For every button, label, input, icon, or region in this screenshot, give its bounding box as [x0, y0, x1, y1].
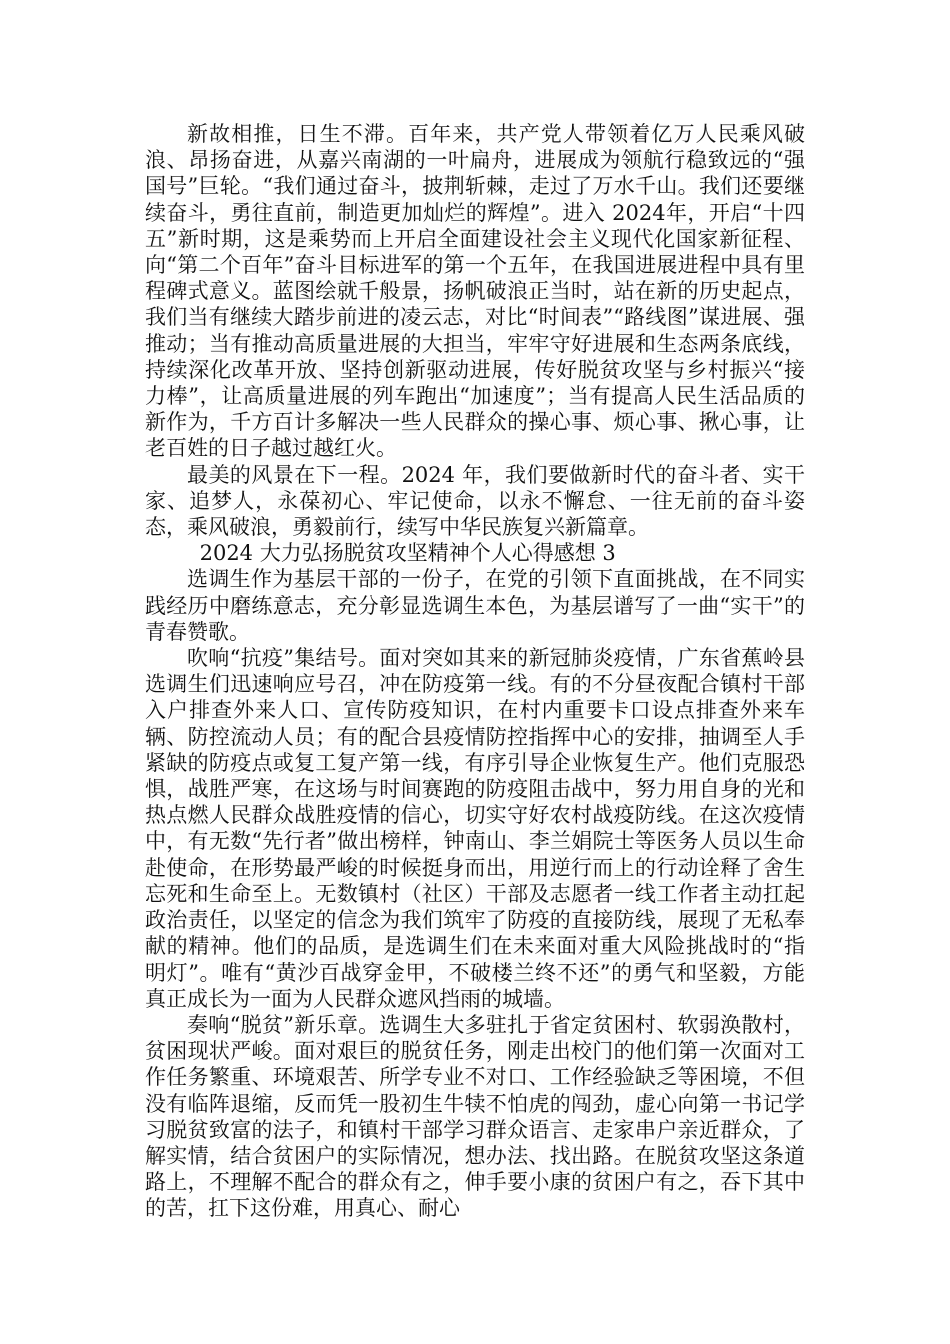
- paragraph-anti-epidemic: 吹响“抗疫”集结号。面对突如其来的新冠肺炎疫情，广东省蕉岭县选调生们迅速响应号召，冲在防疫第一线。有的不分昼夜配合镇村干部入户排查外来人口、宣传防疫知识，在村内重要卡口设点排查外来车辆、防控流动人员；有的配合县疫情防控指挥中心的安排，抽调至人手紧缺的防疫点或复工复产第一线，有序引导企业恢复生产。他们克服恐惧，战胜严寒，在这场与时间赛跑的防疫阻击战中，努力用自身的光和热点燃人民群众战胜疫情的信心，切实守好农村战疫防线。在这次疫情中，有无数“先行者”做出榜样，钟南山、李兰娟院士等医务人员以生命赴使命，在形势最严峻的时候挺身而出，用逆行而上的行动诠释了舍生忘死和生命至上。无数镇村（社区）干部及志愿者一线工作者主动扛起政治责任，以坚定的信念为我们筑牢了防疫的直接防线，展现了无私奉献的精神。他们的品质，是选调生们在未来面对重大风险挑战时的“指明灯”。唯有“黄沙百战穿金甲，不破楼兰终不还”的勇气和坚毅，方能真正成长为一面为人民群众遮风挡雨的城墙。: [145, 646, 805, 1011]
- paragraph-poverty-alleviation: 奏响“脱贫”新乐章。选调生大多驻扎于省定贫困村、软弱涣散村，贫困现状严峻。面对艰巨的脱贫任务，刚走出校门的他们第一次面对工作任务繁重、环境艰苦、所学专业不对口、工作经验缺乏等困境，不但没有临阵退缩，反而凭一股初生牛犊不怕虎的闯劲，虚心向第一书记学习脱贫致富的法子，和镇村干部学习群众语言、走家串户亲近群众，了解实情，结合贫困户的实际情况，想办法、找出路。在脱贫攻坚这条道路上，不理解不配合的群众有之，伸手要小康的贫困户有之，吞下其中的苦，扛下这份难，用真心、耐心: [145, 1012, 805, 1221]
- paragraph-new-era: 新故相推，日生不滞。百年来，共产党人带领着亿万人民乘风破浪、昂扬奋进，从嘉兴南湖的一叶扁舟，进展成为领航行稳致远的“强国号”巨轮。“我们通过奋斗，披荆斩棘，走过了万水千山。我们还要继续奋斗，勇往直前，制造更加灿烂的辉煌”。进入 2024年，开启“十四五”新时期，这是乘势而上开启全面建设社会主义现代化国家新征程、向“第二个百年”奋斗目标进军的第一个五年，在我国进展进程中具有里程碑式意义。蓝图绘就千般景，扬帆破浪正当时，站在新的历史起点，我们当有继续大踏步前进的凌云志，对比“时间表”“路线图”谋进展、强推动；当有推动高质量进展的大担当，牢牢守好进展和生态两条底线，持续深化改革开放、坚持创新驱动进展，传好脱贫攻坚与乡村振兴“接力棒”，让高质量进展的列车跑出“加速度”；当有提高人民生活品质的新作为，千方百计多解决一些人民群众的操心事、烦心事、揪心事，让老百姓的日子越过越红火。: [145, 122, 805, 461]
- section-heading: 2024 大力弘扬脱贫攻坚精神个人心得感想 3: [199, 541, 616, 566]
- paragraph-selected-graduates: 选调生作为基层干部的一份子，在党的引领下直面挑战，在不同实践经历中磨练意志，充分彰显选调生本色，为基层谱写了一曲“实干”的青春赞歌。: [145, 567, 805, 644]
- paragraph-best-scenery: 最美的风景在下一程。2024 年，我们要做新时代的奋斗者、实干家、追梦人，永葆初心、牢记使命，以永不懈怠、一往无前的奋斗姿态，乘风破浪，勇毅前行，续写中华民族复兴新篇章。: [145, 462, 805, 540]
- document-body: [145, 121, 805, 1222]
